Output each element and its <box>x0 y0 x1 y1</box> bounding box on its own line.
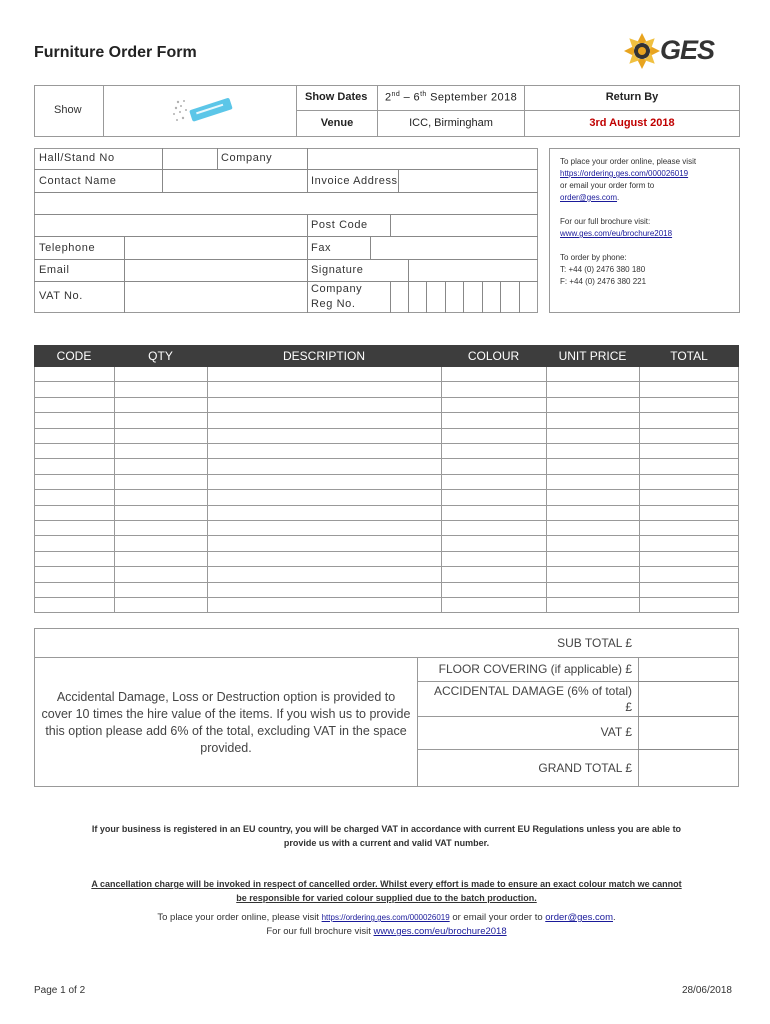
table-row[interactable] <box>35 444 738 459</box>
order-table <box>34 345 739 613</box>
fax-label: Fax <box>311 242 332 254</box>
table-row[interactable] <box>35 429 738 444</box>
hall-stand-label: Hall/Stand No <box>39 152 115 164</box>
invoice-address-label: Invoice Address <box>311 175 398 187</box>
cancellation-note <box>34 877 739 905</box>
return-by-value: 3rd August 2018 <box>589 117 675 129</box>
footer-brochure-link[interactable]: www.ges.com/eu/brochure2018 <box>373 926 507 937</box>
footer-online-link[interactable]: https://ordering.ges.com/000026019 <box>321 913 450 922</box>
accidental-damage-label: ACCIDENTAL DAMAGE (6% of total) <box>433 684 632 698</box>
footer-online <box>34 911 739 939</box>
accidental-damage-currency: £ <box>625 700 632 714</box>
logo-sun-icon <box>622 31 662 71</box>
sub-total-row <box>34 628 739 658</box>
totals-value-column[interactable] <box>638 657 739 787</box>
order-table-header <box>34 345 739 367</box>
table-row[interactable] <box>35 382 738 397</box>
vat-no-label: VAT No. <box>39 290 83 302</box>
col-header-unit-price: UNIT PRICE <box>558 349 627 363</box>
ges-logo <box>622 30 734 72</box>
cancellation-line-1: A cancellation charge will be invoked in respect of cancelled order. Whilst every effort is made to ensure an exact colour match we cannot <box>91 879 682 889</box>
col-header-total: TOTAL <box>670 349 708 363</box>
show-label: Show <box>54 104 82 116</box>
col-header-description: DESCRIPTION <box>282 349 365 363</box>
show-logo-icon <box>168 92 238 132</box>
col-header-colour: COLOUR <box>467 349 520 363</box>
phone-order-title: To order by phone: <box>560 253 627 262</box>
table-row[interactable] <box>35 598 738 613</box>
vat-no-input[interactable] <box>125 282 306 312</box>
table-row[interactable] <box>35 490 738 505</box>
invoice-address-input[interactable] <box>399 170 537 192</box>
footer-online-pre: To place your order online, please visit <box>157 912 319 923</box>
details-grid <box>34 148 538 313</box>
phone-number: T: +44 (0) 2476 380 180 <box>560 265 646 274</box>
company-reg-input[interactable] <box>391 282 537 312</box>
signature-label: Signature <box>311 264 364 276</box>
footer-brochure-pre: For our full brochure visit <box>266 926 371 937</box>
return-by-label: Return By <box>605 91 659 103</box>
telephone-label: Telephone <box>39 242 96 254</box>
company-input[interactable] <box>308 149 537 169</box>
email-order-link[interactable]: order@ges.com <box>560 193 618 202</box>
logo-text: GES <box>660 35 715 65</box>
show-image-cell <box>103 85 297 137</box>
document-date: 28/06/2018 <box>681 985 732 996</box>
show-dates-value: 2nd – 6th September 2018 <box>385 91 518 104</box>
post-code-input[interactable] <box>391 215 537 236</box>
table-row[interactable] <box>35 583 738 598</box>
table-row[interactable] <box>35 536 738 551</box>
table-row[interactable] <box>35 367 738 382</box>
hall-stand-input[interactable] <box>163 149 216 169</box>
email-label: Email <box>39 264 70 276</box>
table-row[interactable] <box>35 567 738 582</box>
address-line-input[interactable] <box>35 193 537 214</box>
floor-covering-label: FLOOR COVERING (if applicable) £ <box>438 662 632 676</box>
contact-name-input[interactable] <box>163 170 306 192</box>
vat-note-line-1: If your business is registered in an EU country, you will be charged VAT in accordance with current EU Regulations unless you are able to <box>91 824 682 834</box>
footer-email-link[interactable]: order@ges.com <box>545 912 613 923</box>
show-dates-label: Show Dates <box>305 91 368 103</box>
signature-input[interactable] <box>409 260 537 281</box>
grand-total-label: GRAND TOTAL £ <box>538 761 632 775</box>
table-row[interactable] <box>35 552 738 567</box>
table-row[interactable] <box>35 521 738 536</box>
damage-note: Accidental Damage, Loss or Destruction option is provided to cover 10 times the hire value of the items. If you wish us to provide this option please add 6% of the total, excluding VAT in the space provided. <box>41 690 411 755</box>
vat-label: VAT £ <box>600 725 632 739</box>
order-rows <box>34 367 739 613</box>
vat-note-line-2: provide us with a current and valid VAT number. <box>283 838 490 848</box>
table-row[interactable] <box>35 413 738 428</box>
email-order-text: or email your order form to <box>560 181 655 190</box>
company-reg-label: Company Reg No. <box>311 283 363 310</box>
email-input[interactable] <box>125 260 306 281</box>
fax-input[interactable] <box>371 237 537 259</box>
page-title: Furniture Order Form <box>34 44 197 61</box>
online-order-link[interactable]: https://ordering.ges.com/000026019 <box>560 169 689 178</box>
telephone-input[interactable] <box>125 237 306 259</box>
col-header-qty: QTY <box>148 349 173 363</box>
venue-value: ICC, Birmingham <box>409 117 493 129</box>
fax-number: F: +44 (0) 2476 380 221 <box>560 277 647 286</box>
footer-online-end: . <box>613 912 616 923</box>
sub-total-label: SUB TOTAL £ <box>557 636 632 650</box>
table-row[interactable] <box>35 459 738 474</box>
brochure-link[interactable]: www.ges.com/eu/brochure2018 <box>560 229 673 238</box>
order-info-box: To place your order online, please visit https://ordering.ges.com/000026019 or email your order form to order@ges.com. For our full brochure visit: www.ges.com/eu/brochure2018 To order by phone: T: +44 (0) 2476 380 180 F: +44 (0) 2476 380 221 <box>549 148 740 313</box>
vat-note <box>34 822 739 850</box>
post-code-label: Post Code <box>311 219 368 231</box>
contact-name-label: Contact Name <box>39 175 117 187</box>
page-number: Page 1 of 2 <box>34 985 86 996</box>
table-row[interactable] <box>35 475 738 490</box>
table-row[interactable] <box>35 398 738 413</box>
company-label: Company <box>221 152 273 164</box>
cancellation-line-2: be responsible for varied colour supplied due to the batch production. <box>236 893 537 903</box>
footer-online-mid: or email your order to <box>452 912 543 923</box>
col-header-code: CODE <box>56 349 92 363</box>
brochure-text: For our full brochure visit: <box>560 217 651 226</box>
online-order-text: To place your order online, please visit <box>560 157 697 166</box>
venue-label: Venue <box>320 117 354 129</box>
table-row[interactable] <box>35 506 738 521</box>
